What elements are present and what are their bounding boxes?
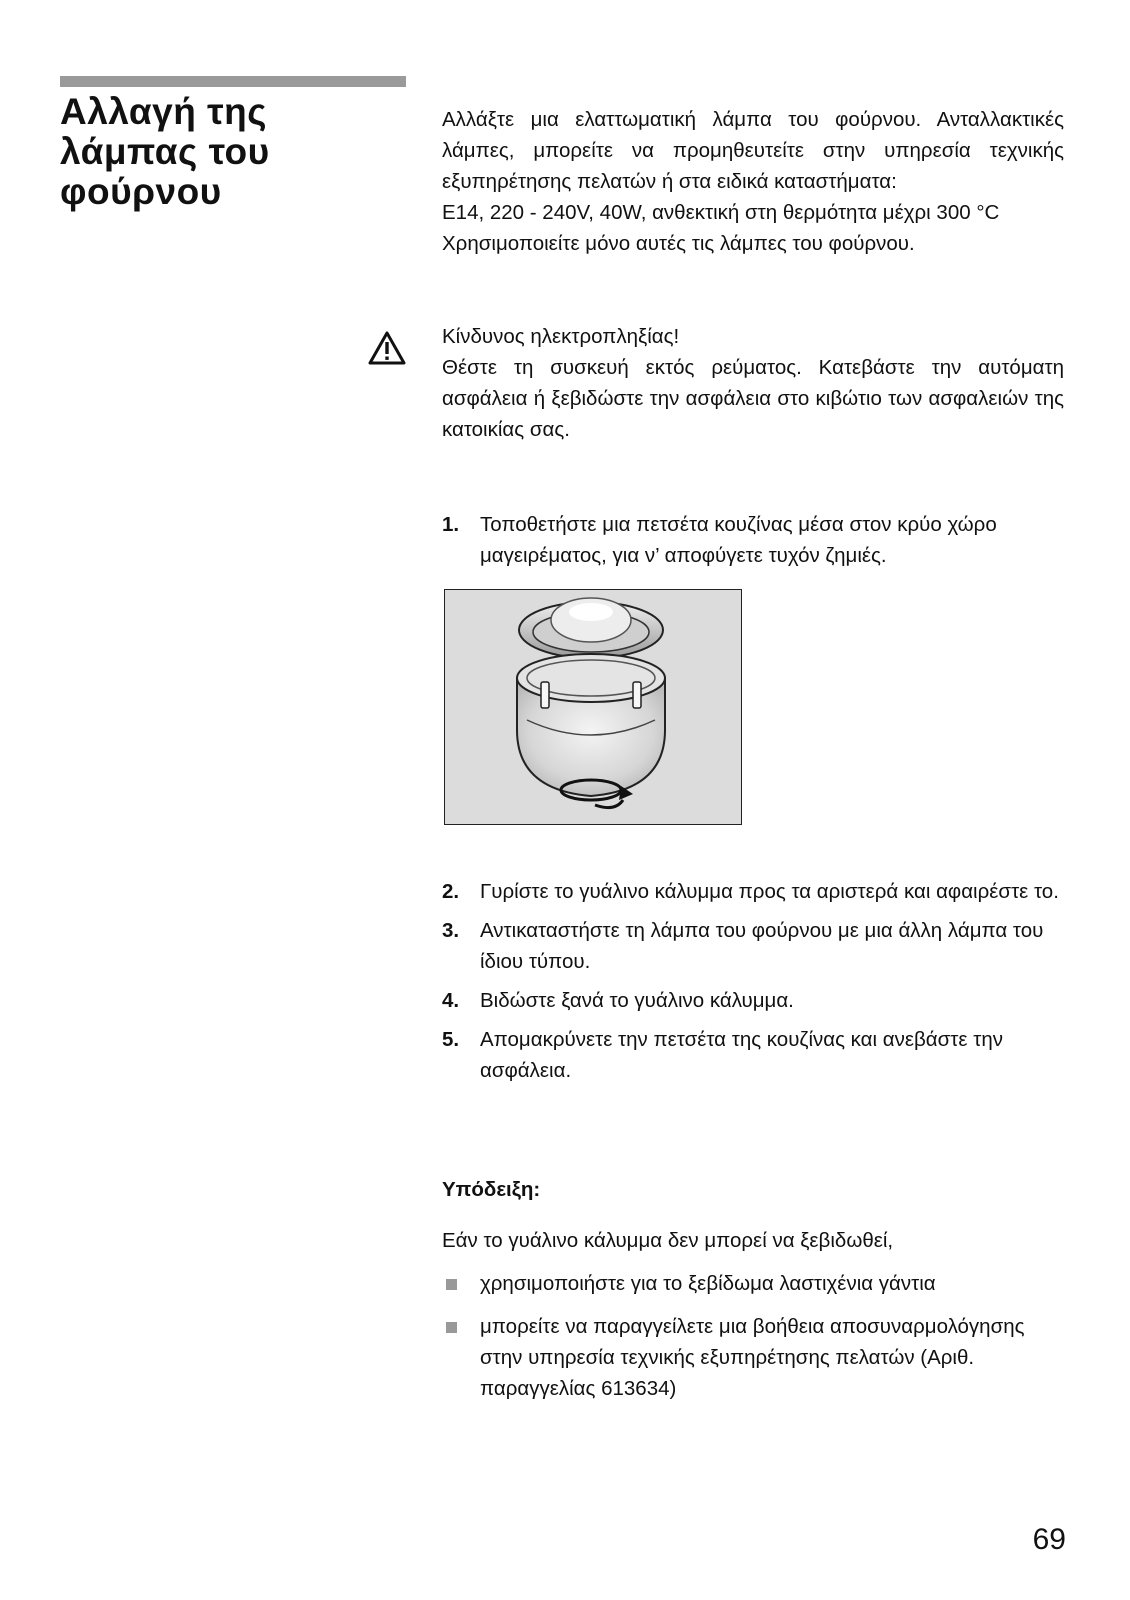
steps-section-2 <box>442 876 1064 1094</box>
step-text: Γυρίστε το γυάλινο κάλυμμα προς τα αριστερά και αφαιρέστε το. <box>480 880 1059 903</box>
hint-bullet-item <box>442 1311 1064 1404</box>
step-item <box>442 1024 1064 1086</box>
step-item <box>442 876 1064 907</box>
step-number: 1. <box>442 513 460 536</box>
bullet-square-icon <box>446 1279 457 1290</box>
warning-section <box>442 321 1064 445</box>
step-number: 2. <box>442 880 460 903</box>
step-text: Βιδώστε ξανά το γυάλινο κάλυμμα. <box>480 989 794 1012</box>
warning-title: Κίνδυνος ηλεκτροπληξίας! <box>442 325 680 348</box>
step-number: 4. <box>442 989 460 1012</box>
steps-section-1 <box>442 509 1064 579</box>
intro-section <box>442 104 1064 259</box>
step-number: 5. <box>442 1028 460 1051</box>
lamp-usage-paragraph: Χρησιμοποιείτε μόνο αυτές τις λάμπες του φούρνου. <box>442 232 915 255</box>
page-title <box>60 92 400 212</box>
page-title-line-3: φούρνου <box>60 171 222 212</box>
warning-text: Θέστε τη συσκευή εκτός ρεύματος. Κατεβάστε την αυτόματη ασφάλεια ή ξεβιδώστε την ασφάλεια στο κιβώτιο των ασφαλειών της κατοικίας σας. <box>442 356 1064 441</box>
page-title-line-2: λάμπας του <box>60 131 270 172</box>
hint-bullet-text: μπορείτε να παραγγείλετε μια βοήθεια αποσυναρμολόγησης στην υπηρεσία τεχνικής εξυπηρέτησης πελατών (Αριθ. παραγγελίας 613634) <box>480 1315 1025 1400</box>
hint-text: Εάν το γυάλινο κάλυμμα δεν μπορεί να ξεβιδωθεί, <box>442 1229 894 1252</box>
lamp-spec-paragraph: E14, 220 - 240V, 40W, ανθεκτική στη θερμότητα μέχρι 300 °C <box>442 201 1000 224</box>
page-number: 69 <box>1032 1523 1066 1556</box>
step-number: 3. <box>442 919 460 942</box>
warning-triangle-icon <box>368 331 406 365</box>
step-text: Αντικαταστήστε τη λάμπα του φούρνου με μια άλλη λάμπα του ίδιου τύπου. <box>480 919 1044 973</box>
hint-bullet-text: χρησιμοποιήστε για το ξεβίδωμα λαστιχένια γάντια <box>480 1272 936 1295</box>
step-item <box>442 509 1064 571</box>
intro-paragraph: Αλλάξτε μια ελαττωματική λάμπα του φούρνου. Ανταλλακτικές λάμπες, μπορείτε να προμηθευτείτε στην υπηρεσία τεχνικής εξυπηρέτησης πελατών ή στα ειδικά καταστήματα: <box>442 108 1064 193</box>
step-item <box>442 985 1064 1016</box>
bullet-square-icon <box>446 1322 457 1333</box>
lamp-cover-illustration <box>444 589 742 825</box>
step-text: Απομακρύνετε την πετσέτα της κουζίνας και ανεβάστε την ασφάλεια. <box>480 1028 1003 1082</box>
lamp-cover-drawing <box>445 590 740 823</box>
step-item <box>442 915 1064 977</box>
hint-bullet-item <box>442 1268 1064 1299</box>
hint-title: Υπόδειξη: <box>442 1178 541 1201</box>
page-title-line-1: Αλλαγή της <box>60 91 267 132</box>
hint-section <box>442 1174 1064 1416</box>
title-rule <box>60 76 406 87</box>
step-text: Τοποθετήστε μια πετσέτα κουζίνας μέσα στον κρύο χώρο μαγειρέματος, για ν’ αποφύγετε τυχόν ζημιές. <box>480 513 997 567</box>
